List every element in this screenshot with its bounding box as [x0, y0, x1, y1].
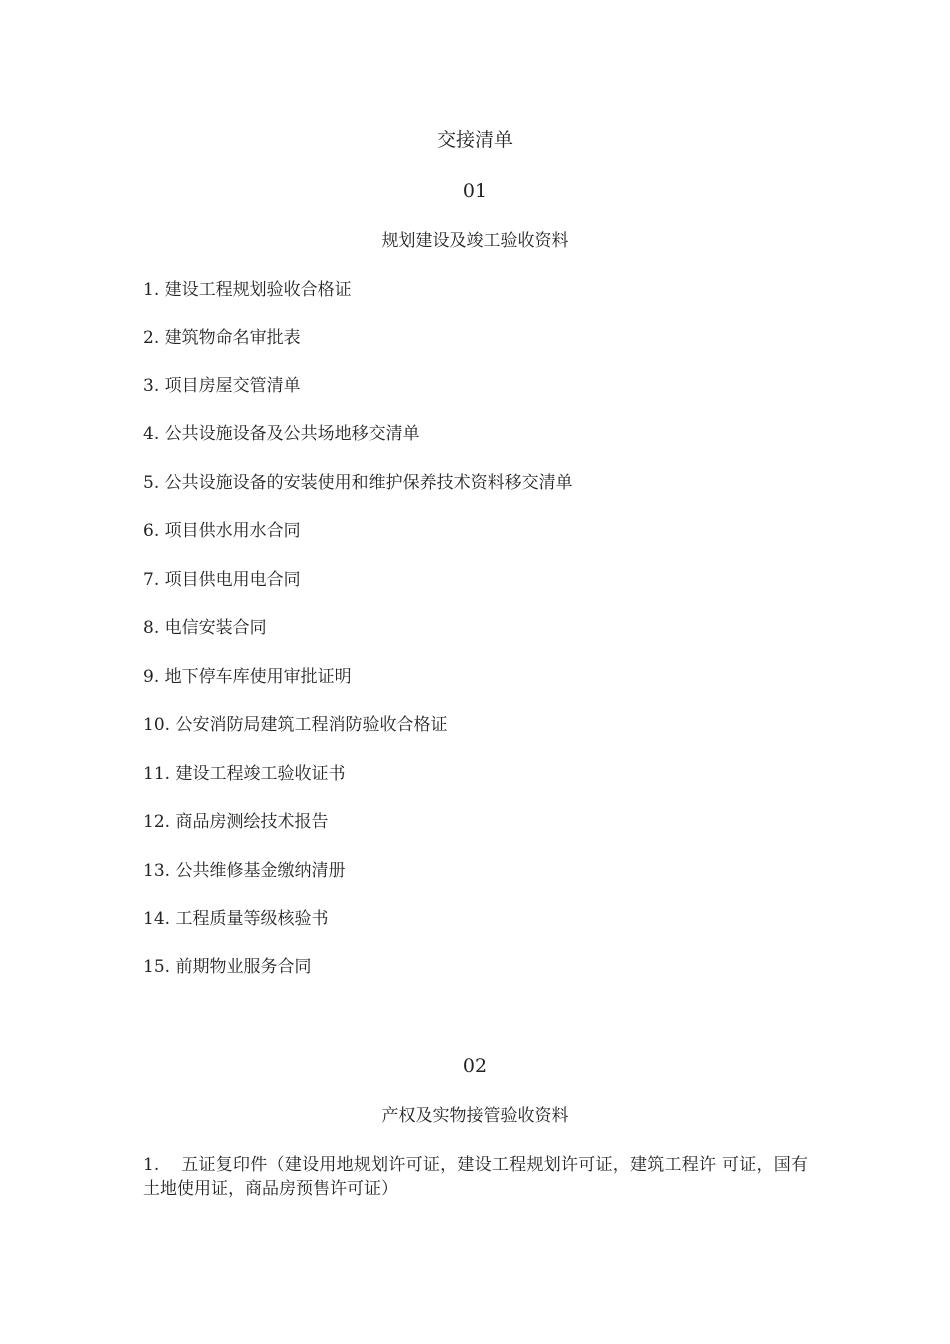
- list-item: 2. 建筑物命名审批表: [143, 328, 301, 348]
- section-number: 02: [462, 1055, 488, 1077]
- list-item: 7. 项目供电用电合同: [143, 570, 301, 590]
- list-item: 13. 公共维修基金缴纳清册: [143, 861, 346, 881]
- list-item: 14. 工程质量等级核验书: [143, 909, 329, 929]
- list-item: 6. 项目供水用水合同: [143, 521, 301, 541]
- list-item: 15. 前期物业服务合同: [143, 957, 312, 977]
- list-item: [143, 1153, 808, 1201]
- list-item-number: 1.: [143, 1155, 160, 1175]
- section-heading: 产权及实物接管验收资料: [381, 1106, 569, 1126]
- list-item-text: 五证复印件（建设用地规划许可证，建设工程规划许可证，建筑工程许 可证，国有土地使用证，商品房预售许可证）: [143, 1155, 808, 1199]
- list-item: 4. 公共设施设备及公共场地移交清单: [143, 424, 420, 444]
- list-item: 1. 建设工程规划验收合格证: [143, 280, 352, 300]
- list-item: 8. 电信安装合同: [143, 618, 267, 638]
- list-item: 12. 商品房测绘技术报告: [143, 812, 329, 832]
- list-item: 10. 公安消防局建筑工程消防验收合格证: [143, 715, 448, 735]
- document-title: 交接清单: [436, 129, 513, 151]
- list-item: 5. 公共设施设备的安装使用和维护保养技术资料移交清单: [143, 473, 573, 493]
- section-number: 01: [462, 180, 488, 202]
- list-item: 11. 建设工程竣工验收证书: [143, 764, 346, 784]
- list-item: 9. 地下停车库使用审批证明: [143, 667, 352, 687]
- section-heading: 规划建设及竣工验收资料: [381, 231, 569, 251]
- list-item: 3. 项目房屋交管清单: [143, 376, 301, 396]
